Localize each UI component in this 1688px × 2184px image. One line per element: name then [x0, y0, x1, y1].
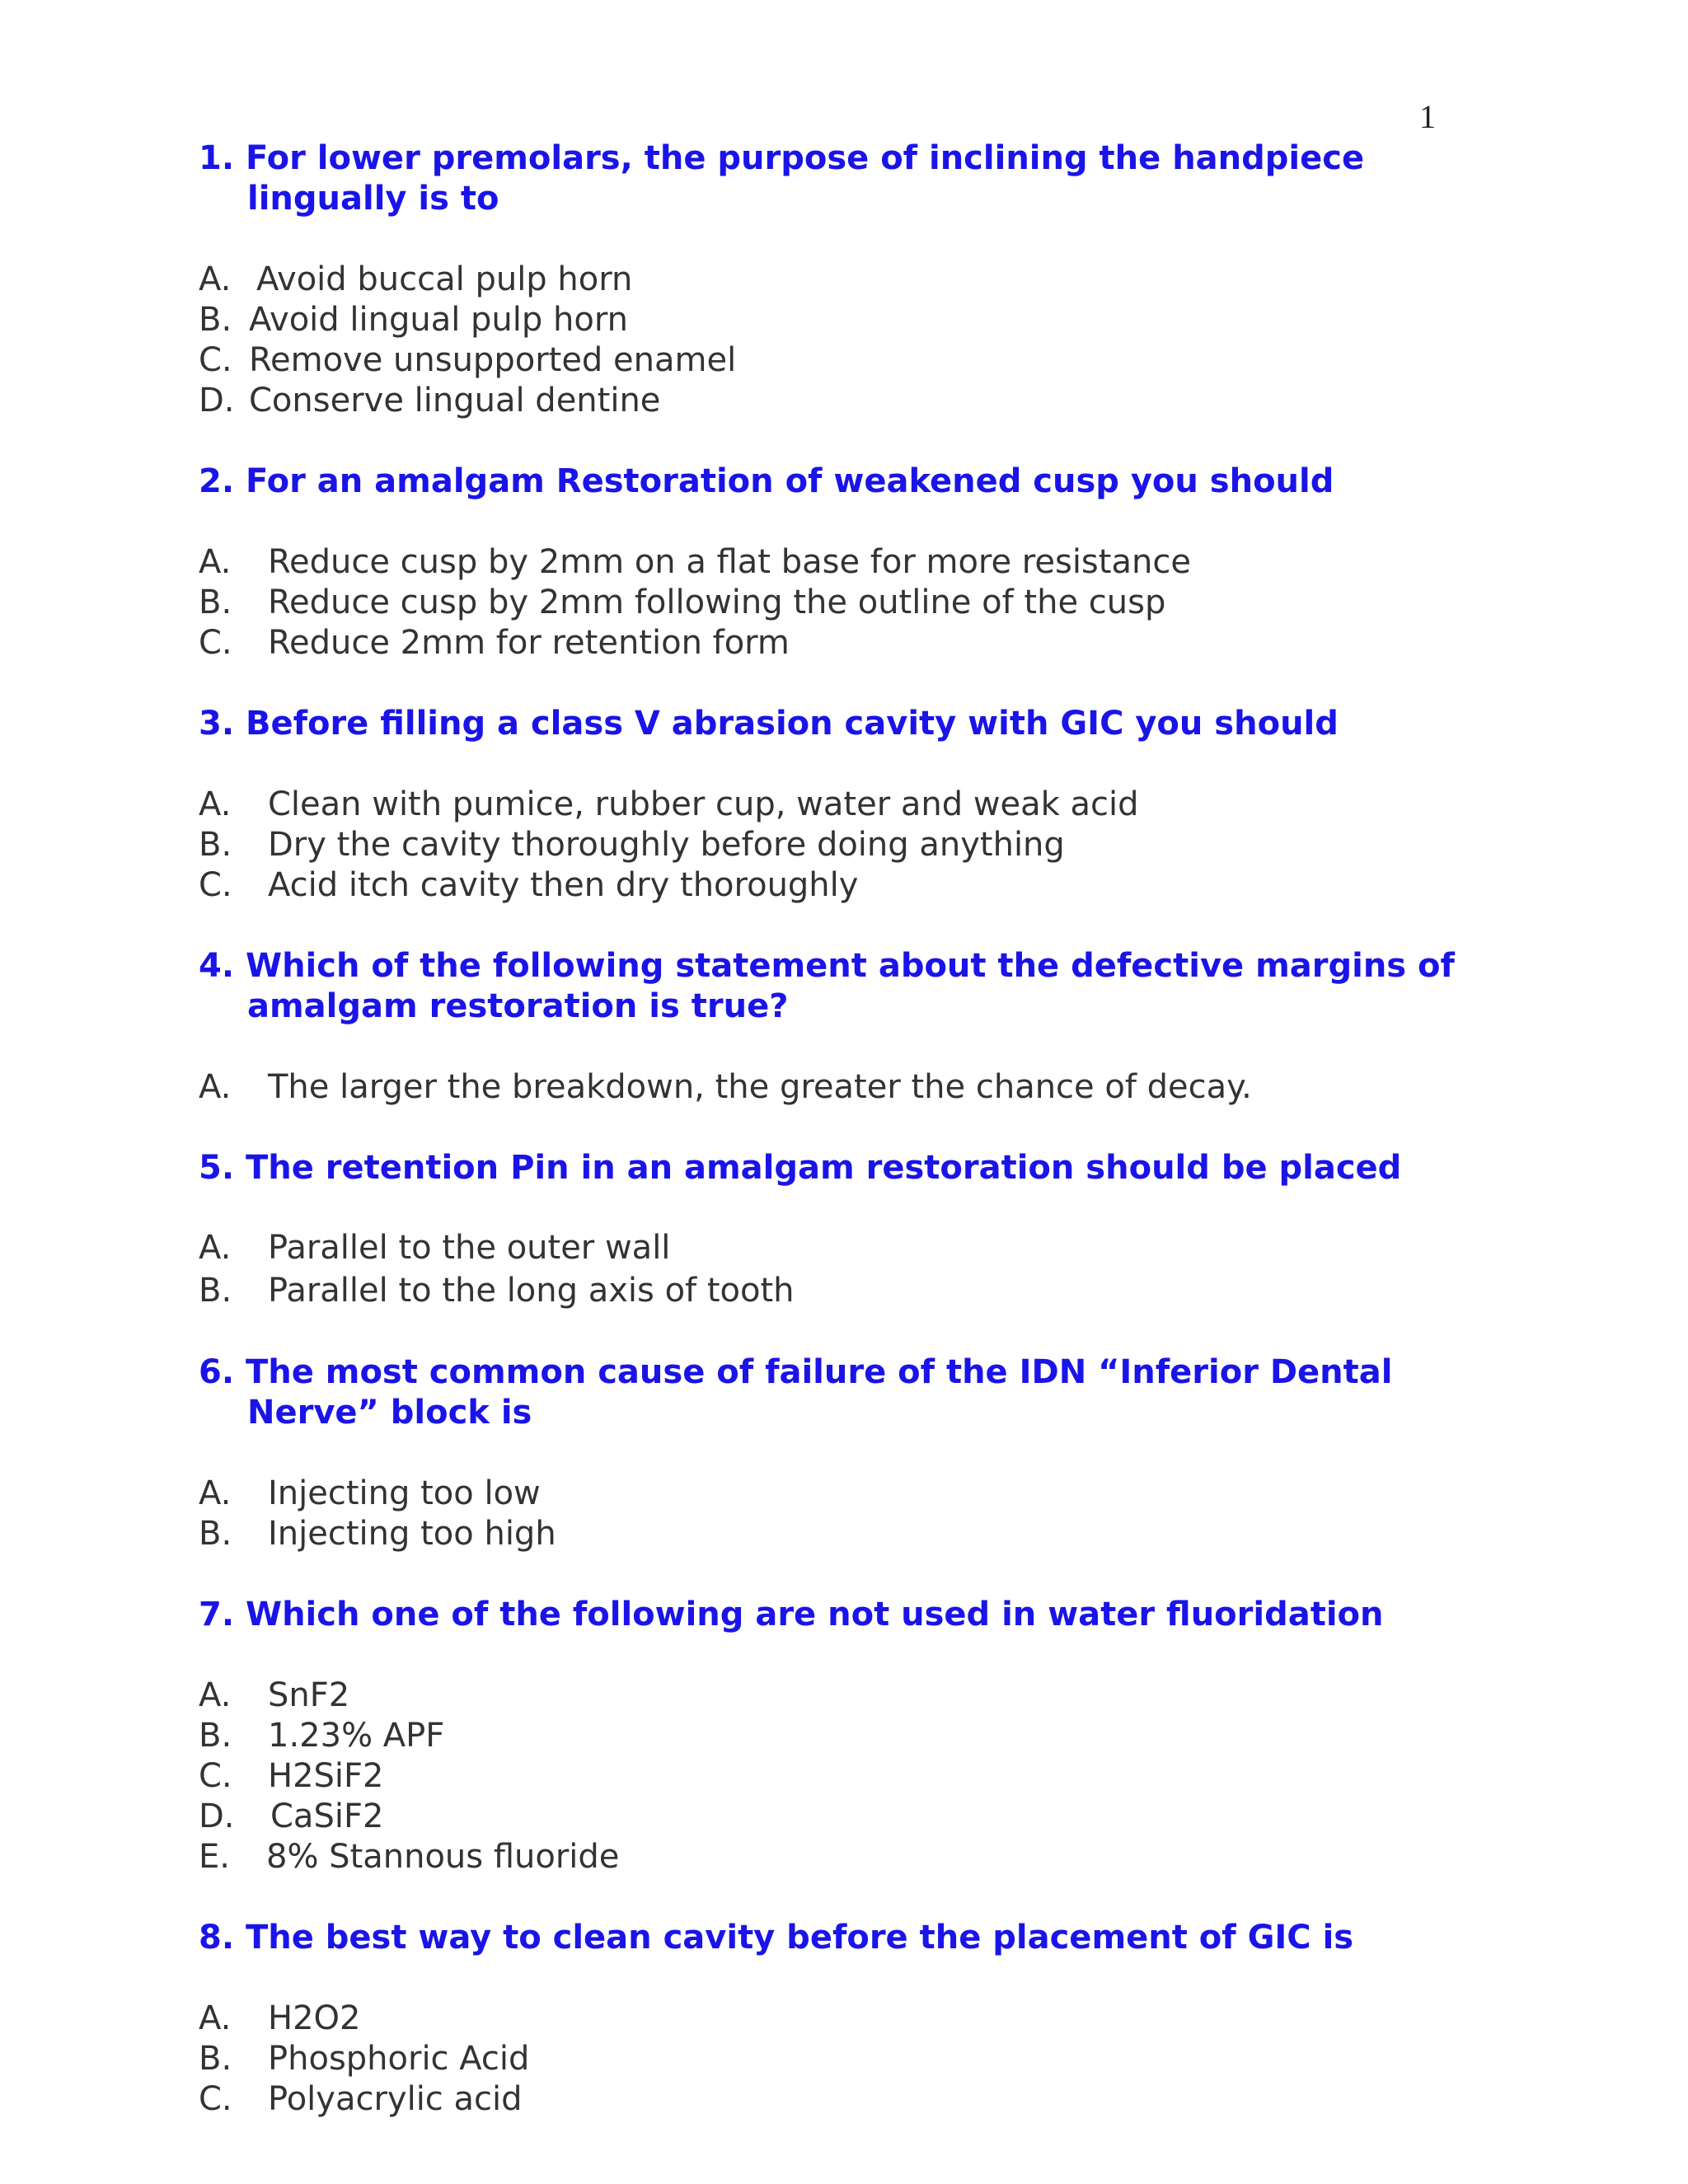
question-title: 8. The best way to clean cavity before the placement of GIC is	[199, 1919, 1354, 1957]
option-letter: B.	[199, 301, 232, 339]
option-text: H2O2	[268, 1999, 361, 2037]
question-7	[199, 1595, 1484, 1877]
option-list	[199, 1226, 1484, 1312]
option-letter: B.	[199, 1717, 232, 1755]
option-letter: B.	[199, 826, 232, 864]
option-text: Conserve lingual dentine	[249, 382, 661, 419]
option-text: The larger the breakdown, the greater the chance of decay.	[268, 1068, 1252, 1106]
option-text: Acid itch cavity then dry thoroughly	[268, 866, 859, 904]
option-text: CaSiF2	[270, 1797, 384, 1835]
option-text: Dry the cavity thoroughly before doing anything	[268, 826, 1065, 864]
option-b	[199, 1514, 1484, 1554]
option-a	[199, 542, 1484, 583]
option-letter: A.	[199, 543, 232, 581]
option-letter: B.	[199, 1515, 232, 1553]
option-text: Parallel to the outer wall	[268, 1229, 671, 1267]
option-letter: D.	[199, 382, 235, 419]
option-d	[199, 381, 1484, 421]
question-title: 4. Which of the following statement about the defective margins of amalgam restoration is true?	[199, 947, 1455, 1025]
option-letter: B.	[199, 583, 232, 621]
option-letter: C.	[199, 341, 232, 379]
option-letter: C.	[199, 2080, 232, 2118]
option-a	[199, 1999, 1484, 2039]
option-b	[199, 1269, 1484, 1312]
question-1	[199, 138, 1484, 421]
option-text: Avoid lingual pulp horn	[249, 301, 628, 339]
option-letter: A.	[199, 1474, 232, 1512]
option-letter: A.	[199, 1999, 232, 2037]
option-list	[199, 542, 1484, 663]
option-text: Phosphoric Acid	[268, 2040, 530, 2078]
option-text: Polyacrylic acid	[268, 2080, 523, 2118]
question-title: 6. The most common cause of failure of the IDN “Inferior Dental Nerve” block is	[199, 1353, 1393, 1432]
option-text: Injecting too low	[268, 1474, 541, 1512]
option-letter: A.	[199, 1068, 232, 1106]
option-a	[199, 1675, 1484, 1716]
option-letter: C.	[199, 624, 232, 662]
question-2	[199, 462, 1484, 663]
option-e	[199, 1837, 1484, 1877]
option-text: Clean with pumice, rubber cup, water and weak acid	[268, 785, 1139, 823]
option-c	[199, 1756, 1484, 1797]
option-a	[199, 260, 1484, 300]
option-a	[199, 1067, 1484, 1108]
option-letter: D.	[199, 1797, 235, 1835]
option-text: Avoid buccal pulp horn	[256, 260, 633, 298]
page-number: 1	[1419, 98, 1436, 135]
question-3	[199, 704, 1484, 906]
question-title: 1. For lower premolars, the purpose of inclining the handpiece lingually is to	[199, 139, 1365, 218]
question-title: 7. Which one of the following are not used in water fluoridation	[199, 1596, 1384, 1633]
option-list	[199, 1474, 1484, 1554]
question-title: 2. For an amalgam Restoration of weakened cusp you should	[199, 462, 1334, 500]
option-text: Remove unsupported enamel	[249, 341, 737, 379]
option-c	[199, 623, 1484, 663]
option-letter: A.	[199, 1676, 232, 1714]
option-text: Reduce cusp by 2mm on a flat base for more resistance	[268, 543, 1191, 581]
option-letter: B.	[199, 2040, 232, 2078]
option-letter: B.	[199, 1272, 232, 1310]
option-text: SnF2	[268, 1676, 350, 1714]
option-text: H2SiF2	[268, 1757, 384, 1795]
option-b	[199, 2039, 1484, 2079]
option-letter: A.	[199, 1229, 232, 1267]
question-8	[199, 1918, 1484, 2120]
option-a	[199, 1226, 1484, 1269]
question-6	[199, 1352, 1484, 1554]
question-4	[199, 946, 1484, 1108]
option-text: Parallel to the long axis of tooth	[268, 1272, 795, 1310]
option-list	[199, 785, 1484, 906]
option-b	[199, 300, 1484, 340]
option-text: 8% Stannous fluoride	[266, 1838, 620, 1876]
option-list	[199, 1675, 1484, 1877]
option-text: Reduce cusp by 2mm following the outline of the cusp	[268, 583, 1166, 621]
question-title: 3. Before filling a class V abrasion cavity with GIC you should	[199, 705, 1339, 743]
option-letter: C.	[199, 866, 232, 904]
option-a	[199, 785, 1484, 825]
option-text: 1.23% APF	[268, 1717, 445, 1755]
option-c	[199, 865, 1484, 906]
option-letter: A.	[199, 260, 232, 298]
option-b	[199, 583, 1484, 623]
question-list	[199, 138, 1484, 2160]
option-a	[199, 1474, 1484, 1514]
option-list	[199, 260, 1484, 421]
option-list	[199, 1999, 1484, 2120]
option-b	[199, 1716, 1484, 1756]
option-letter: A.	[199, 785, 232, 823]
option-list	[199, 1067, 1484, 1108]
option-letter: C.	[199, 1757, 232, 1795]
option-c	[199, 340, 1484, 381]
option-letter: E.	[199, 1838, 230, 1876]
question-title: 5. The retention Pin in an amalgam restoration should be placed	[199, 1149, 1402, 1187]
option-d	[199, 1797, 1484, 1837]
option-text: Reduce 2mm for retention form	[268, 624, 790, 662]
question-5	[199, 1148, 1484, 1312]
option-c	[199, 2079, 1484, 2120]
option-text: Injecting too high	[268, 1515, 556, 1553]
option-b	[199, 825, 1484, 865]
